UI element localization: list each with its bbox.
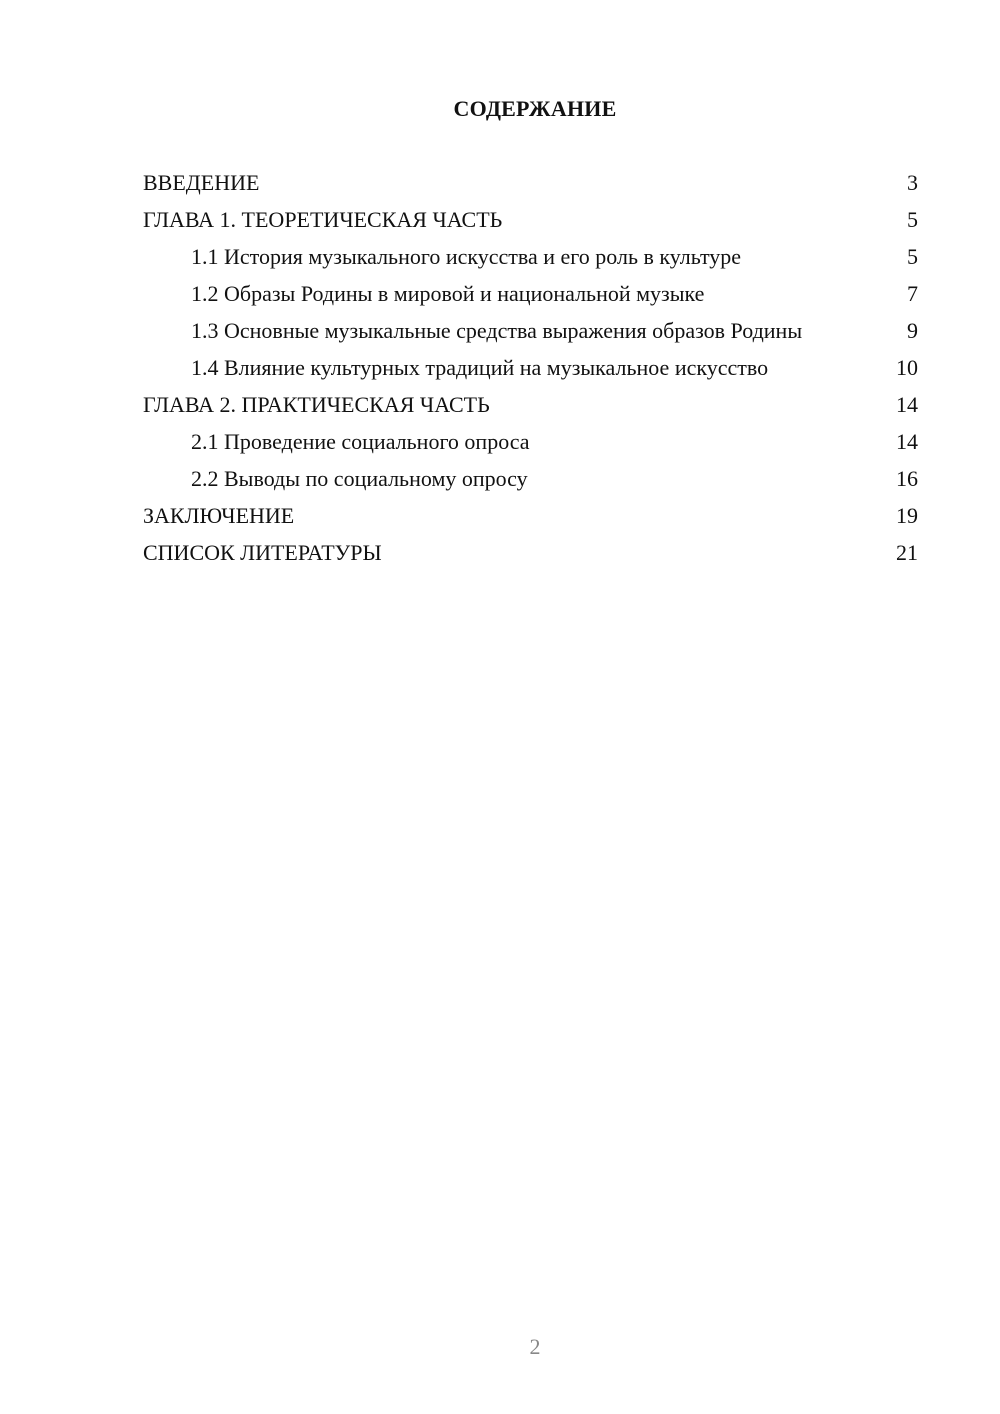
toc-entry-page: 14 bbox=[896, 392, 918, 417]
toc-entry-chapter-2[interactable] bbox=[143, 392, 918, 418]
toc-entry-conclusion[interactable] bbox=[143, 503, 918, 529]
toc-entry-page: 10 bbox=[896, 355, 918, 380]
toc-entry-label: 1.1 История музыкального искусства и его роль в культуре bbox=[191, 244, 742, 269]
toc-entry-page: 5 bbox=[907, 207, 918, 232]
page-number: 2 bbox=[529, 1334, 541, 1359]
toc-entry-label: ГЛАВА 1. ТЕОРЕТИЧЕСКАЯ ЧАСТЬ bbox=[143, 207, 503, 232]
toc-entry-label: 2.2 Выводы по социальному опросу bbox=[191, 466, 528, 491]
toc-entry-chapter-1[interactable] bbox=[143, 207, 918, 233]
toc-entry-label: СПИСОК ЛИТЕРАТУРЫ bbox=[143, 540, 382, 565]
toc-entry-page: 5 bbox=[907, 244, 918, 269]
toc-entry-label: 1.3 Основные музыкальные средства выражения образов Родины bbox=[191, 318, 803, 343]
toc-entry-introduction[interactable] bbox=[143, 170, 918, 196]
toc-entry-page: 3 bbox=[907, 170, 918, 195]
toc-entry-page: 9 bbox=[907, 318, 918, 343]
toc-entry-section-2-2[interactable] bbox=[143, 466, 918, 492]
toc-entry-label: 2.1 Проведение социального опроса bbox=[191, 429, 530, 454]
toc-entry-section-1-2[interactable] bbox=[143, 281, 918, 307]
toc-entry-section-1-1[interactable] bbox=[143, 244, 918, 270]
toc-entry-label: ЗАКЛЮЧЕНИЕ bbox=[143, 503, 295, 528]
toc-entry-label: ГЛАВА 2. ПРАКТИЧЕСКАЯ ЧАСТЬ bbox=[143, 392, 490, 417]
toc-entry-page: 16 bbox=[896, 466, 918, 491]
page-title: СОДЕРЖАНИЕ bbox=[453, 96, 617, 121]
toc-entry-label: ВВЕДЕНИЕ bbox=[143, 170, 260, 195]
toc-entry-page: 19 bbox=[896, 503, 918, 528]
toc-entry-bibliography[interactable] bbox=[143, 540, 918, 566]
toc-entry-page: 21 bbox=[896, 540, 918, 565]
table-of-contents bbox=[143, 170, 918, 577]
toc-entry-section-2-1[interactable] bbox=[143, 429, 918, 455]
toc-entry-label: 1.2 Образы Родины в мировой и национальной музыке bbox=[191, 281, 705, 306]
toc-entry-section-1-3[interactable] bbox=[143, 318, 918, 344]
toc-entry-page: 14 bbox=[896, 429, 918, 454]
toc-entry-label: 1.4 Влияние культурных традиций на музыкальное искусство bbox=[191, 355, 769, 380]
toc-entry-section-1-4[interactable] bbox=[143, 355, 918, 381]
toc-entry-page: 7 bbox=[907, 281, 918, 306]
